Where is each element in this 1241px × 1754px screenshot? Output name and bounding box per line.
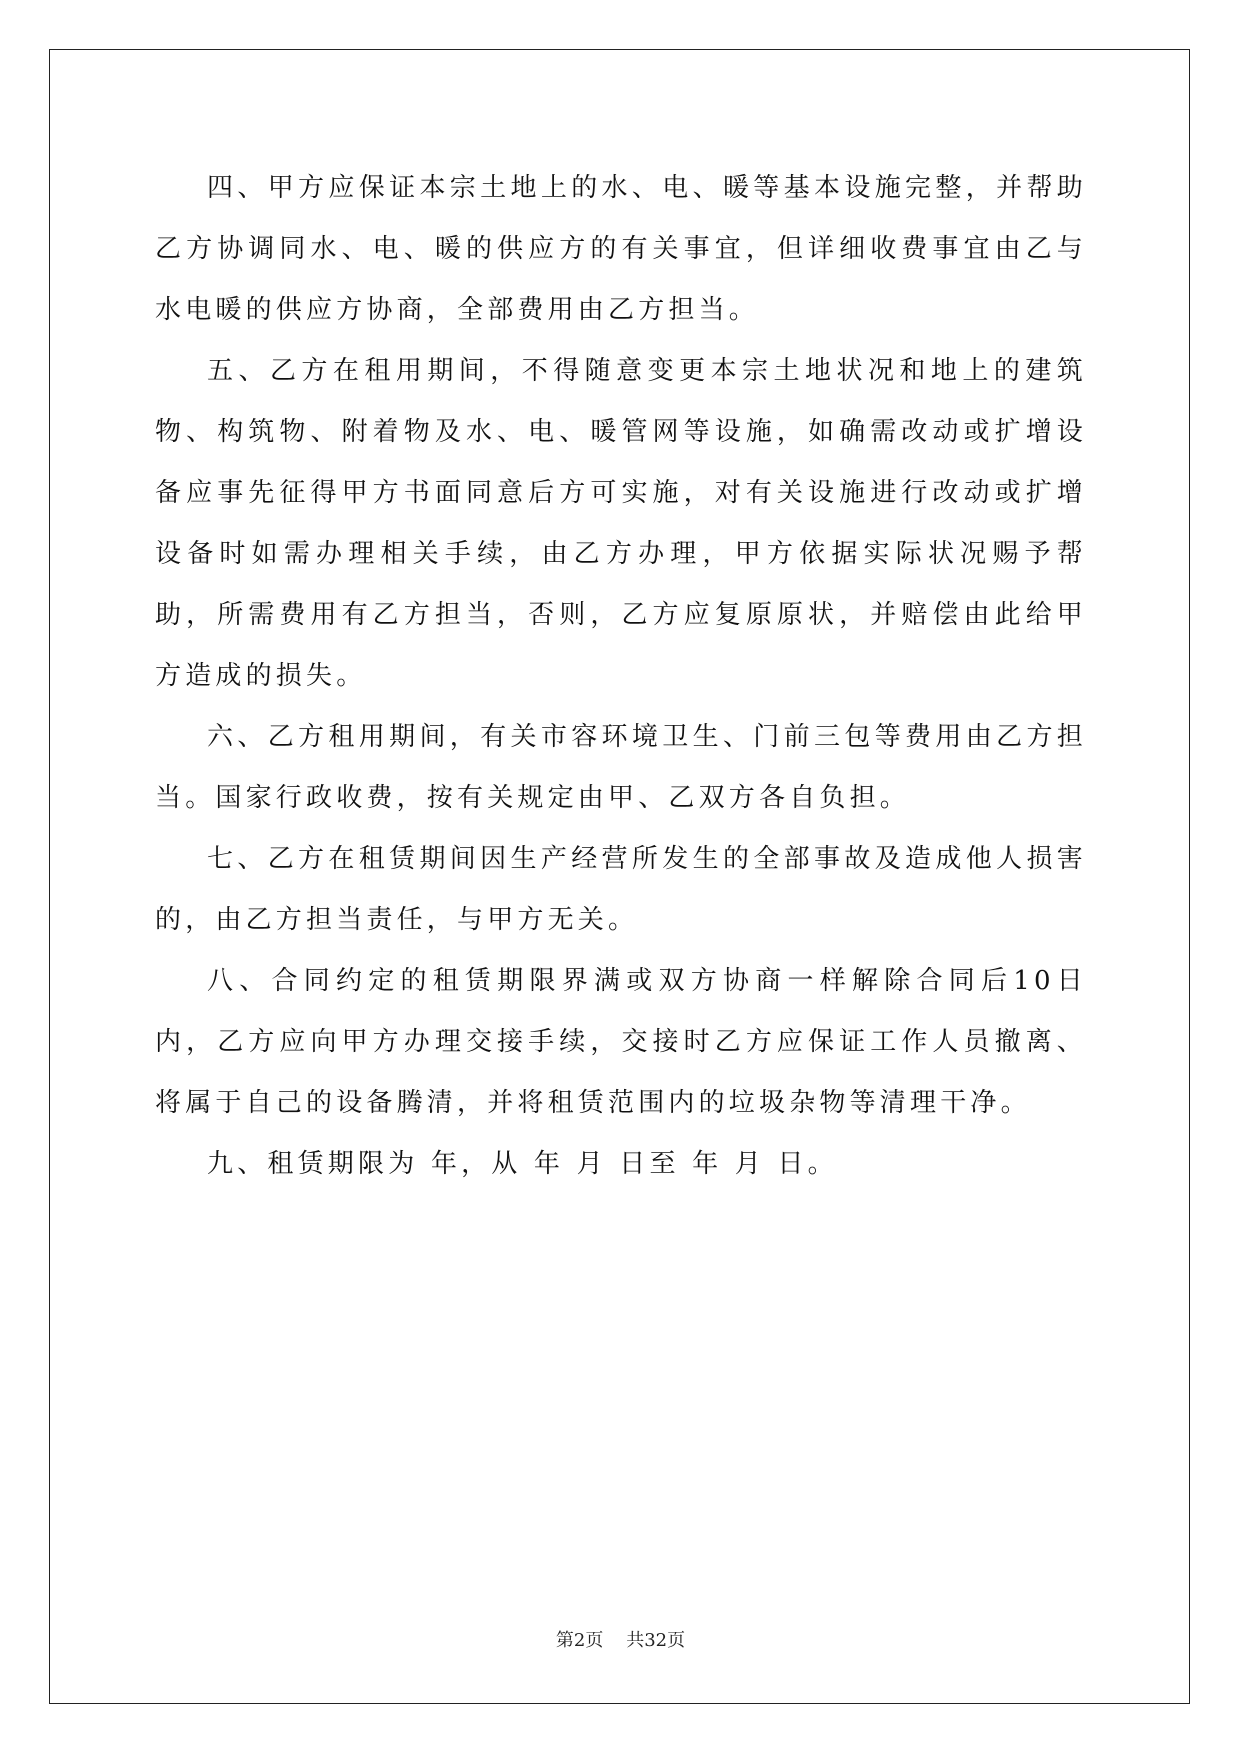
paragraph-9: 九、租赁期限为 年，从 年 月 日至 年 月 日。 (207, 1149, 838, 1179)
paragraph-5: 五、乙方在租用期间，不得随意变更本宗土地状况和地上的建筑物、构筑物、附着物及水、电、暖管网等设施，如确需改动或扩增设备应事先征得甲方书面同意后方可实施，对有关设施进行改动或扩增设备时如需办理相关手续，由乙方办理，甲方依据实际状况赐予帮助，所需费用有乙方担当，否则，乙方应复原原状，并赔偿由此给甲方造成的损失。 (155, 356, 1087, 691)
document-body (155, 158, 1087, 1195)
paragraph-4: 四、甲方应保证本宗土地上的水、电、暖等基本设施完整，并帮助乙方协调同水、电、暖的供应方的有关事宜，但详细收费事宜由乙与水电暖的供应方协商，全部费用由乙方担当。 (155, 173, 1087, 325)
paragraph-6: 六、乙方租用期间，有关市容环境卫生、门前三包等费用由乙方担当。国家行政收费，按有关规定由甲、乙双方各自负担。 (155, 722, 1087, 813)
paragraph-8: 八、合同约定的租赁期限界满或双方协商一样解除合同后10日内，乙方应向甲方办理交接手续，交接时乙方应保证工作人员撤离、将属于自己的设备腾清，并将租赁范围内的垃圾杂物等清理干净。 (155, 966, 1087, 1118)
paragraph-7: 七、乙方在租赁期间因生产经营所发生的全部事故及造成他人损害的，由乙方担当责任，与甲方无关。 (155, 844, 1087, 935)
page-footer (0, 1626, 1241, 1652)
page-number-label: 第2页 共32页 (555, 1630, 686, 1651)
